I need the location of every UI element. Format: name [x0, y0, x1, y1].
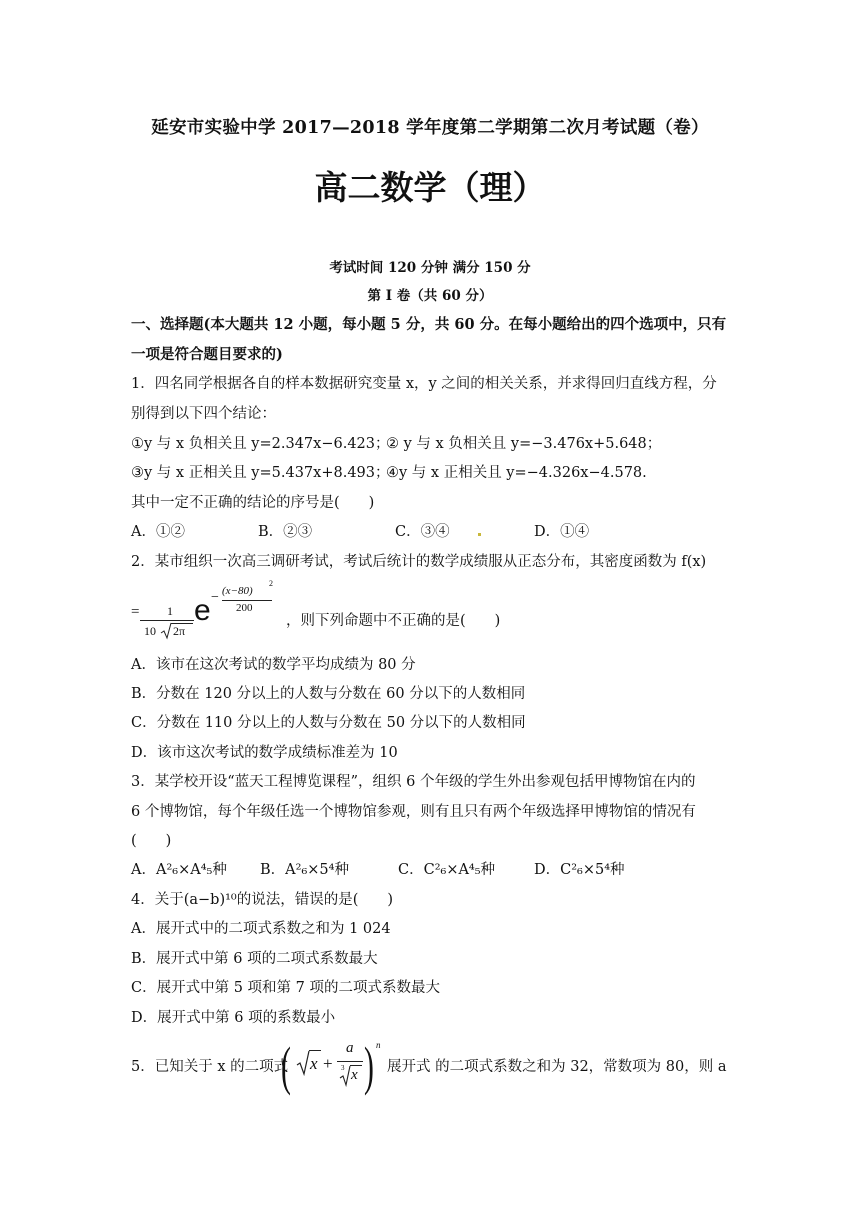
q2-coef-fraction-bar: [140, 620, 194, 621]
radical-overline: [309, 1050, 321, 1051]
q5-root-index: 3: [341, 1064, 345, 1072]
q5-right-paren: ): [364, 1036, 374, 1096]
q2-option-a: A．该市在这次考试的数学平均成绩为 80 分: [131, 657, 416, 673]
q3-stem-line3: ( ): [131, 833, 172, 849]
q1-conclusion-3: ③y 与 x 正相关且 y=5.437x+8.493；: [131, 465, 390, 481]
q2-exp-power: 2: [269, 579, 273, 588]
q1-conclusion-1: ①y 与 x 负相关且 y=2.347x−6.423；: [131, 436, 390, 452]
q1-option-a: A．①②: [131, 524, 185, 540]
q1-conclusion-2: ② y 与 x 负相关且 y=−3.476x+5.648；: [386, 436, 662, 452]
q5-suffix: 展开式 的二项式系数之和为 32，常数项为 80，则 a: [387, 1059, 727, 1075]
radical-overline: [350, 1065, 362, 1066]
q5-left-paren: (: [281, 1036, 291, 1096]
q5-frac-denominator: x: [351, 1067, 358, 1083]
q4-option-c: C．展开式中第 5 项和第 7 项的二项式系数最大: [131, 980, 440, 996]
q4-option-d: D．展开式中第 6 项的系数最小: [131, 1010, 336, 1026]
q1-stem-line1: 1．四名同学根据各自的样本数据研究变量 x，y 之间的相关关系，并求得回归直线方程，分: [131, 376, 717, 392]
volume-label: 第 I 卷（共 60 分）: [367, 288, 493, 304]
radical-sign-icon: [160, 622, 172, 640]
q2-equals-sign: =: [131, 604, 140, 620]
q1-conclusion-4: ④y 与 x 正相关且 y=−4.326x−4.578.: [386, 465, 647, 481]
q5-sqrt-x: x: [310, 1054, 318, 1073]
q2-coef-numerator: 1: [167, 604, 173, 618]
section-heading-line1: 一、选择题(本大题共 12 小题，每小题 5 分，共 60 分。在每小题给出的四个选项中，只有: [131, 316, 727, 333]
q4-stem: 4．关于(a−b)¹⁰的说法，错误的是( ): [131, 892, 394, 908]
q2-stem-line1: 2．某市组织一次高三调研考试，考试后统计的数学成绩服从正态分布，其密度函数为 f(x): [131, 554, 707, 570]
q2-exp-base: e: [194, 594, 211, 627]
exam-info: 考试时间 120 分钟 满分 150 分: [329, 260, 531, 276]
q2-coef-denominator: 10: [144, 624, 156, 638]
q4-option-b: B．展开式中第 6 项的二项式系数最大: [131, 951, 378, 967]
q2-exp-denominator: 200: [236, 602, 253, 614]
stray-mark: [478, 533, 481, 536]
q3-option-b: B．A²₆×5⁴种: [260, 862, 349, 878]
q2-exp-minus: −: [211, 590, 219, 605]
q2-root-value: 2π: [173, 624, 186, 638]
q1-stem-line2: 别得到以下四个结论：: [131, 406, 276, 422]
q2-option-b: B．分数在 120 分以上的人数与分数在 60 分以下的人数相同: [131, 686, 526, 702]
q2-exp-numerator: (x−80): [222, 585, 253, 597]
q5-fraction-bar: [337, 1061, 363, 1062]
q1-option-b: B．②③: [258, 524, 313, 540]
q2-ask: ，则下列命题中不正确的是( ): [286, 613, 501, 629]
radical-sign-icon: [296, 1050, 310, 1076]
q1-option-c: C．③④: [395, 524, 450, 540]
section-heading-line2: 一项是符合题目要求的): [131, 346, 283, 363]
q3-option-d: D．C²₆×5⁴种: [534, 862, 625, 878]
q1-option-d: D．①④: [534, 524, 590, 540]
q3-stem-line2: 6 个博物馆，每个年级任选一个博物馆参观，则有且只有两个年级选择甲博物馆的情况有: [131, 804, 696, 820]
q5-frac-numerator: a: [346, 1040, 354, 1056]
q3-option-c: C．C²₆×A⁴₅种: [398, 862, 496, 878]
q5-exponent-n: n: [376, 1040, 381, 1050]
q5-plus: +: [323, 1054, 333, 1073]
q5-prefix: 5．已知关于 x 的二项式: [131, 1059, 289, 1075]
q2-option-d: D．该市这次考试的数学成绩标准差为 10: [131, 745, 398, 761]
school-title: 延安市实验中学 2017—2018 学年度第二学期第二次月考试题（卷）: [151, 118, 709, 138]
q4-option-a: A．展开式中的二项式系数之和为 1 024: [131, 921, 391, 937]
q3-stem-line1: 3．某学校开设“蓝天工程博览课程”，组织 6 个年级的学生外出参观包括甲博物馆在内的: [131, 774, 696, 790]
q2-exp-fraction-bar: [222, 600, 272, 601]
q1-ask: 其中一定不正确的结论的序号是( ): [131, 495, 375, 511]
q2-option-c: C．分数在 110 分以上的人数与分数在 50 分以下的人数相同: [131, 715, 526, 731]
radical-sign-icon: [339, 1065, 351, 1087]
subject-title: 高二数学（理）: [314, 168, 546, 207]
q3-option-a: A．A²₆×A⁴₅种: [131, 862, 227, 878]
